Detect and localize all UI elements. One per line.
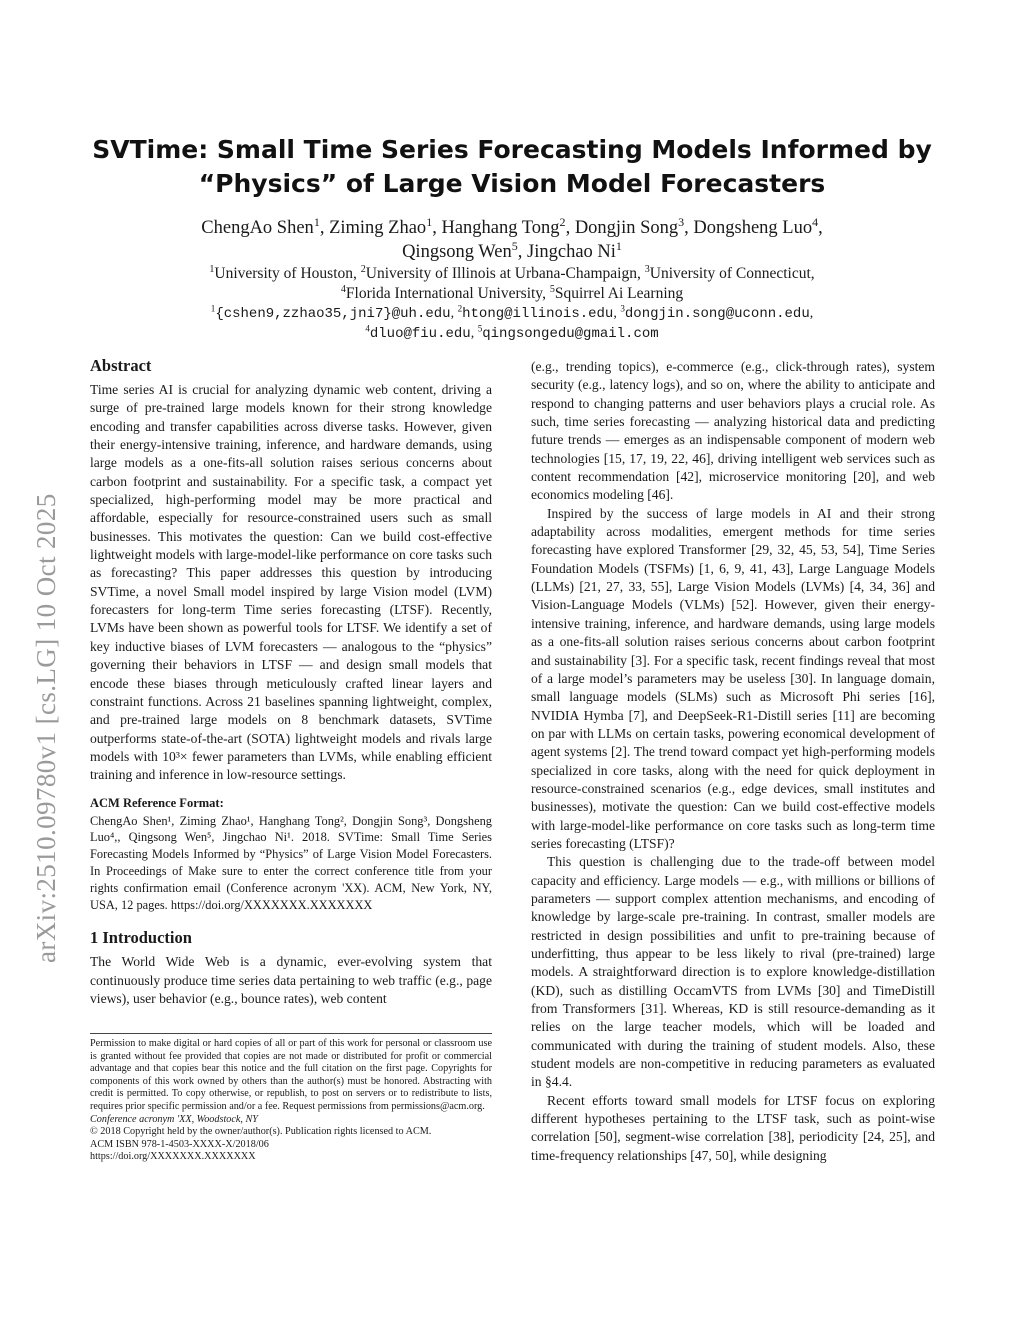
abstract-heading: Abstract	[90, 356, 152, 375]
author-affil-mark: 1	[313, 214, 320, 229]
affil-mark: 4	[340, 283, 346, 295]
email: dongjin.song@uconn.edu	[624, 306, 810, 322]
arxiv-identifier: arXiv:2510.09780v1 [cs.LG] 10 Oct 2025	[31, 493, 61, 963]
affiliation-list	[80, 264, 944, 304]
introduction-heading: 1 Introduction	[90, 928, 192, 948]
title-line-1: SVTime: Small Time Series Forecasting Models Informed by	[92, 135, 932, 164]
abstract-text: Time series AI is crucial for analyzing dynamic web content, driving a surge of pre-trained large models known for their strong knowledge encoding and transfer capabilities across diverse tasks. However, given their energy-intensive training, inference, and hardware demands, using large models as a one-fits-all solution raises serious concerns about carbon footprint and sustainability. For a specific task, a compact yet specialized, high-performing model may be more practical and affordable, especially for resource-constrained users such as small businesses. This motivates the question: Can we build cost-effective lightweight models with large-model-like performance on core tasks such as forecasting? This paper addresses this question by introducing SVTime, a novel Small model inspired by large Vision model (LVM) forecasters for long-term Time series forecasting (LTSF). Recently, LVMs have been shown as powerful tools for LTSF. We identify a set of key inductive biases of LVM forecasters — analogous to the “physics” governing their behaviors in LTSF — and design small models that encode these biases through meticulously crafted linear layers and constraint functions. Across 21 baselines spanning lightweight, complex, and pre-trained large models on 8 benchmark datasets, SVTime outperforms state-of-the-art (SOTA) lightweight models and rivals large models with 10³× fewer parameters than LVMs, while enabling efficient training and inference in low-resource settings.	[90, 382, 492, 783]
introduction-paragraph-1-continued: (e.g., trending topics), e-commerce (e.g., click-through rates), system security (e.g., latency logs), and so on, where the ability to anticipate and respond to changing patterns and user behaviors plays a crucial role. As such, time series forecasting — analyzing historical data and predicting future trends — emerges as an indispensable component of modern web technologies [15, 17, 19, 22, 46], driving intelligent web services such as content recommendation [42], microservice monitoring [20], and web economics modeling [46].	[531, 359, 935, 503]
right-column	[531, 358, 935, 1165]
conference-line: Conference acronym 'XX, Woodstock, NY	[90, 1113, 258, 1125]
author-line-1: ChengAo Shen$^1$, Ziming Zhao$^1$, Hanghang Tong$^2$, Dongjin Song$^3$, Dongsheng Luo$^4$,	[201, 214, 823, 238]
affiliation: Florida International University	[345, 285, 543, 302]
author-affil-mark: 5	[511, 238, 518, 253]
email: {cshen9,zzhao35,jni7}@uh.edu	[215, 306, 451, 322]
author-affil-mark: 2	[559, 214, 566, 229]
paper-title	[80, 133, 944, 201]
affiliation: University of Houston	[214, 265, 354, 282]
email: qingsongedu@gmail.com	[482, 326, 659, 342]
affiliation-line-1: $^1$University of Houston, $^2$University of Illinois at Urbana-Champaign, $^3$University of Connecticut,	[209, 263, 815, 282]
author-line-2: Qingsong Wen$^5$, Jingchao Ni$^1$	[402, 238, 622, 262]
acm-reference-heading: ACM Reference Format:	[90, 795, 224, 810]
email-line-1: $^1${cshen9,zzhao35,jni7}@uh.edu, $^2$htong@illinois.edu, $^3$dongjin.song@uconn.edu,	[210, 303, 814, 322]
author-list	[80, 216, 944, 264]
copyright-footnote	[90, 1033, 492, 1164]
introduction-paragraph-start: The World Wide Web is a dynamic, ever-evolving system that continuously produce time series data pertaining to web traffic (e.g., page views), user behavior (e.g., bounce rates), web content	[90, 954, 492, 1007]
author: ChengAo Shen	[201, 218, 314, 238]
author-affil-mark: 3	[678, 214, 685, 229]
affiliation: University of Connecticut	[649, 265, 811, 282]
author: Hanghang Tong	[441, 218, 560, 238]
email-mark: 3	[620, 303, 625, 314]
author-affil-mark: 4	[812, 214, 819, 229]
email-mark: 4	[365, 323, 370, 334]
author-affil-mark: 1	[615, 238, 622, 253]
affil-mark: 2	[360, 263, 366, 275]
author: Dongjin Song	[574, 218, 679, 238]
isbn-line: ACM ISBN 978-1-4503-XXXX-X/2018/06	[90, 1138, 269, 1150]
author: Ziming Zhao	[329, 218, 427, 238]
introduction-paragraph-4: Recent efforts toward small models for LTSF focus on exploring different hypotheses pertaining to the LTSF task, such as point-wise correlation [50], segment-wise correlation [38], periodicity [24, 25], and time-frequency relationships [47, 50], while designing	[531, 1092, 935, 1163]
email-line-2: $^4$dluo@fiu.edu, $^5$qingsongedu@gmail.com	[365, 323, 659, 342]
author: Qingsong Wen	[402, 242, 512, 262]
affiliation-line-2: $^4$Florida International University, $^5$Squirrel Ai Learning	[340, 283, 684, 302]
permission-notice: Permission to make digital or hard copies of all or part of this work for personal or classroom use is granted without fee provided that copies are not made or distributed for profit or commercial advantage and that copies bear this notice and the full citation on the first page. Copyrights for components of this work owned by others than the author(s) must be honored. Abstracting with credit is permitted. To copy otherwise, or republish, to post on servers or to redistribute to lists, requires prior specific permission and/or a fee. Request permissions from permissions@acm.org.	[90, 1038, 492, 1112]
doi-line[interactable]: https://doi.org/XXXXXXX.XXXXXXX	[90, 1151, 256, 1163]
copyright-line: © 2018 Copyright held by the owner/author(s). Publication rights licensed to ACM.	[90, 1126, 432, 1138]
email-mark: 2	[457, 303, 463, 314]
email-list	[80, 304, 944, 344]
author-affil-mark: 1	[426, 214, 433, 229]
email: htong@illinois.edu	[462, 306, 614, 322]
email-mark: 5	[477, 323, 483, 334]
introduction-paragraph-2: Inspired by the success of large models in AI and their strong adaptability across modalities, emergent methods for time series forecasting have explored Transformer [29, 32, 45, 53, 54], Time Series Foundation Models (TSFMs) [1, 6, 9, 41, 43], Large Language Models (LLMs) [21, 27, 33, 55], Large Vision Models (LVMs) [4, 34, 36] and Vision-Language Models (VLMs) [52]. However, given their energy-intensive training, inference, and hardware demands, using large models as a one-fits-all solution raises serious concerns about carbon footprint and sustainability [3]. For a specific task, recent findings reveal that most of a large model’s parameters may be useless [30]. In language domain, small language models (SLMs) such as Microsoft Phi series [16], NVIDIA Hymba [7], and DeepSeek-R1-Distill series [11] are becoming on par with LLMs on certain tasks, powering economical development of agent systems [2]. The trend toward compact yet high-performing models specialized in core tasks, along with the need for quick deployment in resource-constrained scenarios (e.g., edge devices, small institutes and businesses), motivate the question: Can we build cost-effective models with large-model-like performance on core tasks such as long-term time series forecasting (LTSF)?	[531, 505, 935, 851]
affil-mark: 1	[209, 263, 215, 275]
email-mark: 1	[210, 303, 216, 314]
author: Jingchao Ni	[527, 242, 616, 262]
introduction-paragraph-3: This question is challenging due to the trade-off between model capacity and efficiency. Large models — e.g., with millions or billions of parameters — support complex attention mechanisms, and encoding of knowledge by large-scale pre-training. In contrast, smaller models are restricted in design possibilities and unfit to pre-training because of underfitting, thus appear to be less likely to rival (pre-trained) large models. A straightforward direction is to explore knowledge-distillation (KD), such as distilling OccamVTS from LVMs [30] and TimeDistill from Transformers [31]. Whereas, KD is still resource-demanding as it relies on the large teacher models, which will be loaded and communicated with during the training of student models. Also, these student models are non-competitive in reducing parameters as evaluated in §4.4.	[531, 854, 935, 1090]
email: dluo@fiu.edu	[369, 326, 471, 342]
affiliation: University of Illinois at Urbana-Champaign	[365, 265, 637, 282]
affil-mark: 3	[644, 263, 650, 275]
acm-reference-text: ChengAo Shen¹, Ziming Zhao¹, Hanghang Tong², Dongjin Song³, Dongsheng Luo⁴,, Qingsong Wen⁵, Jingchao Ni¹. 2018. SVTime: Small Time Series Forecasting Models Informed by “Physics” of Large Vision Model Forecasters. In Proceedings of Make sure to enter the correct conference title from your rights confirmation email (Conference acronym 'XX). ACM, New York, NY, USA, 12 pages. https://doi.org/XXXXXXX.XXXXXXX	[90, 813, 492, 912]
left-column	[90, 355, 492, 1008]
affil-mark: 5	[549, 283, 555, 295]
author: Dongsheng Luo	[693, 218, 813, 238]
affiliation: Squirrel Ai Learning	[554, 285, 684, 302]
title-line-2: “Physics” of Large Vision Model Forecasters	[198, 169, 826, 198]
